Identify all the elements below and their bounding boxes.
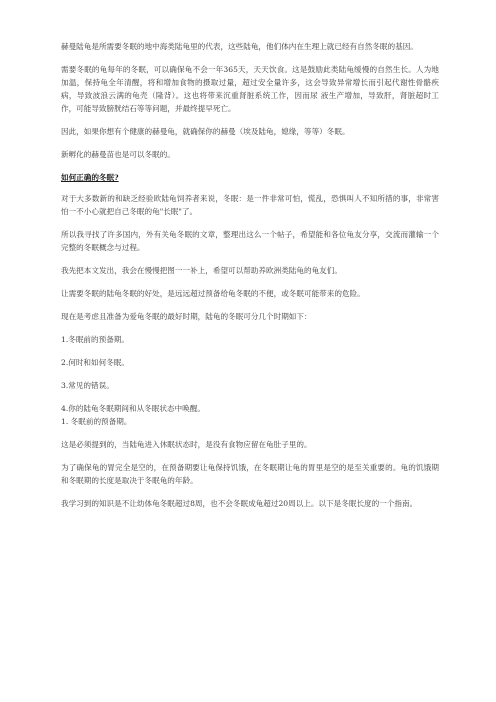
paragraph-sources: 所以我寻找了许多国内，外有关龟冬眠的文章，整理出这么一个帖子，希望能和各位龟友分享，交流而灌输一个完整的冬眠概念与过程。 bbox=[61, 230, 439, 252]
paragraph-conclusion: 因此，如果你想有个健康的赫曼龟，就确保你的赫曼（埃及陆龟，媳缘，等等）冬眠。 bbox=[61, 127, 350, 136]
paragraph-advantages: 让需要冬眠的陆龟冬眠的好处，是远远超过预备给龟冬眠的不便，或冬眠可能带来的危险。 bbox=[61, 289, 365, 298]
list-item-3: 3.常见的错误。 bbox=[61, 381, 114, 390]
paragraph-fear: 对于大多数新的和缺乏经验欧陆龟饲养者来说，冬眠：是一件非常可怕，慌乱，恐惧叫人不知所措的事，非常害怕一不小心就把自己冬眠的龟"长眠"了。 bbox=[61, 194, 439, 216]
paragraph-fasting: 为了确保龟的胃完全是空的，在预备期要让龟保持饥饿，在冬眠期让龟的胃里是空的是至关重要的。龟的饥饿期和冬眠期的长度是取决于冬眠龟的年龄。 bbox=[61, 463, 439, 485]
list-item-2: 2.何时和如何冬眠。 bbox=[61, 358, 129, 367]
paragraph-duration: 我学习到的知识是不让幼体龟冬眠超过8周，也不会冬眠成龟超过20周以上。以下是冬眠长度的一个指南。 bbox=[61, 499, 418, 508]
paragraph-benefits: 需要冬眠的龟每年的冬眠，可以确保龟不会一年365天，天天饮食。这是鼓励此类陆龟缓慢的自然生长。人为地加温，保持龟全年清醒，将和增加食物的摄取过量，超过安全量许多，这会导致异常增长而引起代谢性骨骼疾病，导致波浪云满的龟壳（隆背）。这也将带来沉重肾脏系统工作，因而尿 液生产增加，导致肝，肾脏超时工作，可能导致膀胱结石等等问题，并最终提早死亡。 bbox=[61, 65, 439, 113]
document-page bbox=[61, 40, 439, 510]
list-item-1: 1.冬眠前的预备期。 bbox=[61, 335, 129, 344]
paragraph-images-note: 我先把本文发出，我会在慢慢把图一一补上，希望可以帮助养欧洲类陆龟的龟友们。 bbox=[61, 266, 342, 275]
list-item-4: 4.你的陆龟冬眠期间和从冬眠状态中唤醒。 bbox=[61, 404, 205, 413]
paragraph-empty-stomach: 这是必须提到的，当陆龟进入休眠状态时，是没有食物应留在龟肚子里的。 bbox=[61, 440, 312, 449]
paragraph-periods-intro: 现在是考虑且准备为爱龟冬眠的最好时期，陆龟的冬眠可分几个时期如下： bbox=[61, 312, 312, 321]
paragraph-hatchlings: 新孵化的赫曼苗也是可以冬眠的。 bbox=[61, 150, 175, 159]
subsection-heading-1: 1. 冬眠前的预备期。 bbox=[61, 417, 132, 426]
paragraph-intro: 赫曼陆龟是所需要冬眠的地中海类陆龟里的代表，这些陆龟，他们体内在生理上就已经有自然冬眠的基因。 bbox=[61, 42, 418, 51]
section-heading: 如何正确的冬眠? bbox=[61, 173, 119, 182]
